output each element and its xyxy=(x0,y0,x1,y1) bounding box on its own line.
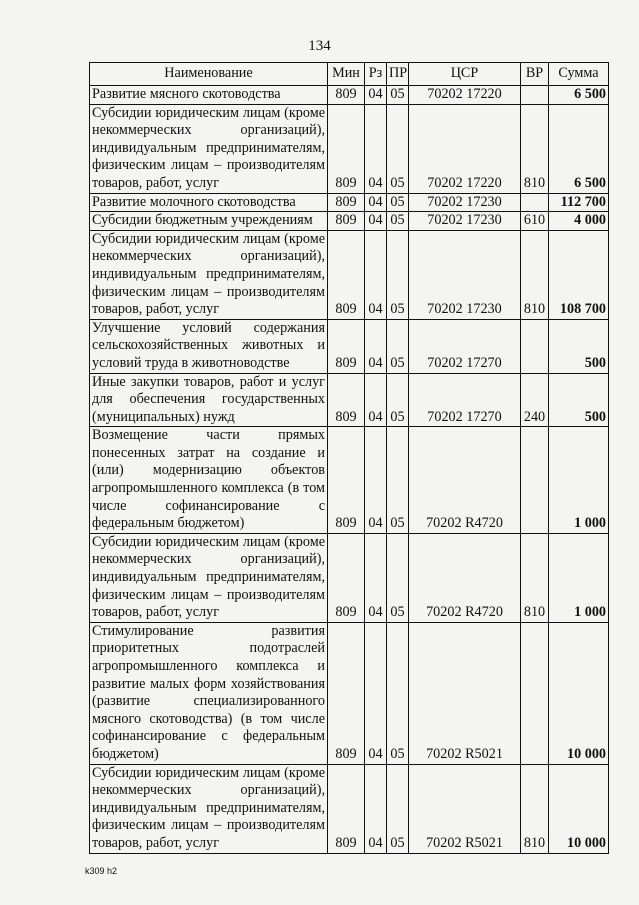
row-name: Улучшение условий содержания сельскохозяйственных животных и условий труда в животноводстве xyxy=(90,319,328,373)
table-row xyxy=(90,533,609,622)
row-pr: 05 xyxy=(387,212,409,231)
row-min: 809 xyxy=(328,622,365,764)
row-pr: 05 xyxy=(387,104,409,193)
table-row xyxy=(90,427,609,534)
table-row xyxy=(90,104,609,193)
row-pr: 05 xyxy=(387,230,409,319)
row-csr: 70202 R5021 xyxy=(409,622,521,764)
row-csr: 70202 R5021 xyxy=(409,764,521,853)
row-sum: 108 700 xyxy=(549,230,609,319)
row-pr: 05 xyxy=(387,533,409,622)
budget-table xyxy=(89,62,609,854)
row-name: Развитие мясного скотоводства xyxy=(90,86,328,105)
row-vr xyxy=(521,622,549,764)
row-sum: 1 000 xyxy=(549,427,609,534)
row-sum: 6 500 xyxy=(549,104,609,193)
row-name: Субсидии бюджетным учреждениям xyxy=(90,212,328,231)
row-pr: 05 xyxy=(387,193,409,212)
table-header-row xyxy=(90,63,609,86)
table-row xyxy=(90,622,609,764)
row-name: Субсидии юридическим лицам (кроме некоммерческих организаций), индивидуальным предпринимателям, физическим лицам – производителям товаров, работ, услуг xyxy=(90,230,328,319)
row-sum: 500 xyxy=(549,373,609,427)
table-row xyxy=(90,193,609,212)
row-name: Возмещение части прямых понесенных затрат на создание и (или) модернизацию объектов агропромышленного комплекса (в том числе софинансирование с федеральным бюджетом) xyxy=(90,427,328,534)
row-vr: 610 xyxy=(521,212,549,231)
row-vr: 240 xyxy=(521,373,549,427)
row-csr: 70202 17220 xyxy=(409,86,521,105)
row-name: Субсидии юридическим лицам (кроме некоммерческих организаций), индивидуальным предпринимателям, физическим лицам – производителям товаров, работ, услуг xyxy=(90,764,328,853)
row-vr xyxy=(521,319,549,373)
row-pr: 05 xyxy=(387,764,409,853)
row-min: 809 xyxy=(328,104,365,193)
row-sum: 112 700 xyxy=(549,193,609,212)
table-row xyxy=(90,230,609,319)
row-csr: 70202 17270 xyxy=(409,373,521,427)
header-rz: Рз xyxy=(365,63,387,86)
row-sum: 6 500 xyxy=(549,86,609,105)
row-rz: 04 xyxy=(365,764,387,853)
table-row xyxy=(90,319,609,373)
row-name: Развитие молочного скотоводства xyxy=(90,193,328,212)
row-min: 809 xyxy=(328,764,365,853)
row-rz: 04 xyxy=(365,319,387,373)
row-rz: 04 xyxy=(365,193,387,212)
row-vr: 810 xyxy=(521,764,549,853)
row-rz: 04 xyxy=(365,373,387,427)
header-name: Наименование xyxy=(90,63,328,86)
row-rz: 04 xyxy=(365,230,387,319)
row-vr: 810 xyxy=(521,230,549,319)
header-min: Мин xyxy=(328,63,365,86)
row-sum: 500 xyxy=(549,319,609,373)
row-sum: 10 000 xyxy=(549,764,609,853)
row-name: Иные закупки товаров, работ и услуг для обеспечения государственных (муниципальных) нужд xyxy=(90,373,328,427)
row-name: Субсидии юридическим лицам (кроме некоммерческих организаций), индивидуальным предпринимателям, физическим лицам – производителям товаров, работ, услуг xyxy=(90,104,328,193)
row-min: 809 xyxy=(328,319,365,373)
row-csr: 70202 17220 xyxy=(409,104,521,193)
row-sum: 1 000 xyxy=(549,533,609,622)
row-csr: 70202 17230 xyxy=(409,212,521,231)
row-min: 809 xyxy=(328,427,365,534)
row-vr: 810 xyxy=(521,533,549,622)
row-csr: 70202 R4720 xyxy=(409,427,521,534)
row-min: 809 xyxy=(328,533,365,622)
row-vr xyxy=(521,193,549,212)
row-min: 809 xyxy=(328,230,365,319)
row-name: Субсидии юридическим лицам (кроме некоммерческих организаций), индивидуальным предпринимателям, физическим лицам – производителям товаров, работ, услуг xyxy=(90,533,328,622)
row-rz: 04 xyxy=(365,104,387,193)
row-name: Стимулирование развития приоритетных подотраслей агропромышленного комплекса и развитие малых форм хозяйствования (развитие специализированного мясного скотоводства) (в том числе софинансирование с федеральным бюджетом) xyxy=(90,622,328,764)
page-number: 134 xyxy=(308,38,331,54)
row-rz: 04 xyxy=(365,533,387,622)
row-csr: 70202 17230 xyxy=(409,230,521,319)
table-row xyxy=(90,764,609,853)
row-pr: 05 xyxy=(387,622,409,764)
row-min: 809 xyxy=(328,212,365,231)
row-min: 809 xyxy=(328,193,365,212)
row-rz: 04 xyxy=(365,86,387,105)
header-pr: ПР xyxy=(387,63,409,86)
row-vr xyxy=(521,427,549,534)
row-vr: 810 xyxy=(521,104,549,193)
row-sum: 4 000 xyxy=(549,212,609,231)
row-csr: 70202 17270 xyxy=(409,319,521,373)
row-rz: 04 xyxy=(365,212,387,231)
row-pr: 05 xyxy=(387,86,409,105)
table-row xyxy=(90,86,609,105)
header-vr: ВР xyxy=(521,63,549,86)
row-csr: 70202 R4720 xyxy=(409,533,521,622)
row-rz: 04 xyxy=(365,622,387,764)
row-min: 809 xyxy=(328,373,365,427)
row-rz: 04 xyxy=(365,427,387,534)
table-row xyxy=(90,212,609,231)
footer-code: k309 h2 xyxy=(85,866,118,876)
header-sum: Сумма xyxy=(549,63,609,86)
row-pr: 05 xyxy=(387,373,409,427)
row-pr: 05 xyxy=(387,319,409,373)
row-pr: 05 xyxy=(387,427,409,534)
row-min: 809 xyxy=(328,86,365,105)
row-csr: 70202 17230 xyxy=(409,193,521,212)
header-csr: ЦСР xyxy=(409,63,521,86)
row-vr xyxy=(521,86,549,105)
table-row xyxy=(90,373,609,427)
row-sum: 10 000 xyxy=(549,622,609,764)
